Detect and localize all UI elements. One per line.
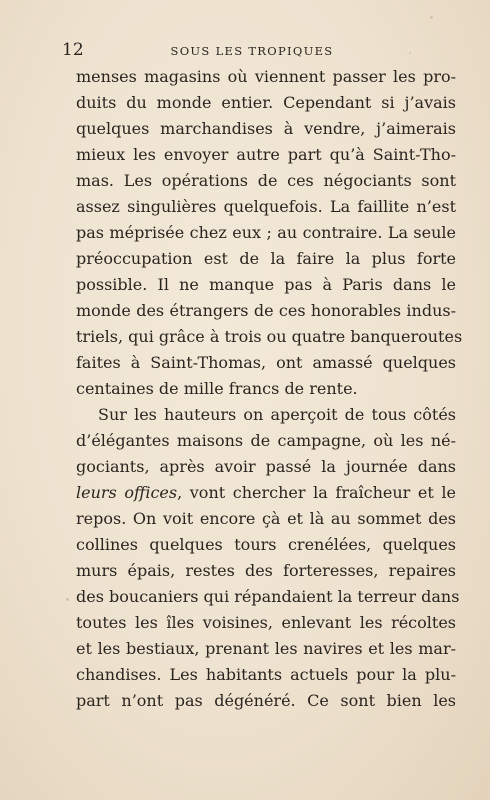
text-line: repos. On voit encore çà et là au sommet des	[76, 509, 456, 528]
text-line: monde des étrangers de ces honorables indus-	[76, 301, 456, 320]
italic-phrase: leurs offices	[76, 483, 178, 502]
text-line: collines quelques tours crenélées, quelques	[76, 535, 456, 554]
text-line: toutes les îles voisines, enlevant les récoltes	[76, 613, 456, 632]
text-line: possible. Il ne manque pas à Paris dans le	[76, 275, 456, 294]
text-line: assez singulières quelquefois. La faillite n’est	[76, 197, 456, 216]
text-line: quelques marchandises à vendre, j’aimerais	[76, 119, 456, 138]
paragraph-last-line: centaines de mille francs de rente.	[76, 379, 358, 398]
text-line: et les bestiaux, prenant les navires et les mar-	[76, 639, 456, 658]
text-line: chandises. Les habitants actuels pour la plu-	[76, 665, 456, 684]
text-line: des boucaniers qui répandaient la terreur dans	[76, 587, 460, 606]
text-line: murs épais, restes des forteresses, repaires	[76, 561, 456, 580]
paragraph-first-line: Sur les hauteurs on aperçoit de tous côtés	[98, 405, 456, 424]
text-line: duits du monde entier. Cependant si j’avais	[76, 93, 456, 112]
running-head: SOUS LES TROPIQUES	[170, 44, 334, 58]
text-line: triels, qui grâce à trois ou quatre banqueroutes	[76, 327, 463, 346]
text-line: préoccupation est de la faire la plus forte	[76, 249, 456, 268]
text-line: menses magasins où viennent passer les pro-	[76, 67, 456, 86]
text-line: pas méprisée chez eux ; au contraire. La seule	[76, 223, 456, 242]
text-line: gociants, après avoir passé la journée dans	[76, 457, 456, 476]
text-line-with-italic	[76, 480, 456, 506]
paper-stain	[430, 16, 433, 19]
text-line: mas. Les opérations de ces négociants sont	[76, 171, 456, 190]
text-line: mieux les envoyer autre part qu’à Saint-Tho-	[76, 145, 456, 164]
page-header	[62, 40, 442, 62]
paper-stain	[66, 598, 69, 601]
body-text	[76, 64, 463, 714]
text-line: faites à Saint-Thomas, ont amassé quelques	[76, 353, 456, 372]
text-line: part n’ont pas dégénéré. Ce sont bien les	[76, 691, 456, 710]
page-number: 12	[62, 40, 84, 60]
text-line: d’élégantes maisons de campagne, où les né-	[76, 431, 456, 450]
line-remainder: , vont chercher la fraîcheur et le	[177, 483, 456, 502]
